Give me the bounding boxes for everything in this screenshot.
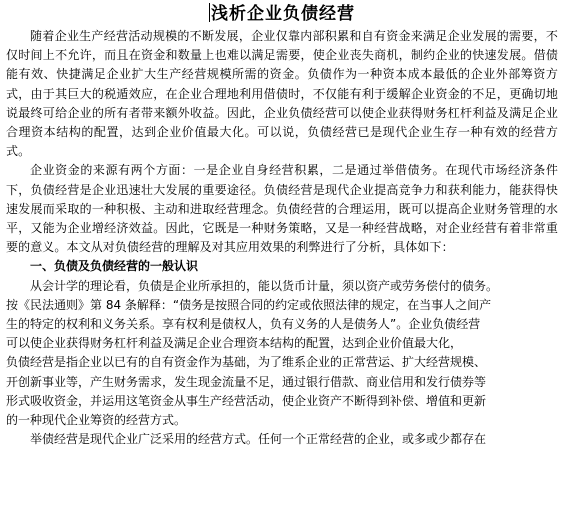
section-line-1: 从会计学的理论看，负债是企业所承担的，能以货币计量，须以资产或劳务偿付的债务。 xyxy=(30,278,499,293)
paragraph-1: 随着企业生产经营活动规模的不断发展，企业仅靠内部积累和自有资金来满足企业发展的需要，不仅时间上不允许，而且在资金和数量上也难以满足需要，使企业丧失商机，制约企业的快速发展。借债能有效、快捷满足企业扩大生产经营规模所需的资金。负债作为一种资本成本最低的企业外部筹资方式，由于其巨大的税遁效应，在企业合理地利用借债时，不仅能有利于缓解企业资金的不足，更确切地说最终可给企业的所有者带来额外收益。因此，企业负债经营可以使企业获得财务杠杆利益及满足企业合理资本结构的配置，达到企业价值最大化。可以说，负债经营已是现代企业生存一种有效的经营方式。 xyxy=(6,29,558,159)
section-body xyxy=(6,277,558,450)
section-line-8: 的一种现代企业筹资的经营方式。 xyxy=(6,413,187,428)
paragraph-2: 企业资金的来源有两个方面：一是企业自身经营积累，二是通过举借债务。在现代市场经济条件下，负债经营是企业迅速壮大发展的重要途径。负债经营是现代企业提高竞争力和获利能力，能获得快速发展而采取的一种积极、主动和进取经营理念。负债经营的合理运用，既可以提高企业财务管理的水平，又能为企业增经济效益。因此，它既是一种财务策略，又是一种经营战略，对企业经营有着非常重要的意义。本文从对负债经营的理解及对其应用效果的利弊进行了分析，具体如下： xyxy=(6,163,558,255)
section-line-6: 开创新事业等，产生财务需求，发生现金流量不足，通过银行借款、商业信用和发行债券等 xyxy=(6,374,487,389)
section-line-5: 负债经营是指企业以已有的自有资金作为基础，为了维系企业的正常营运、扩大经营规模、 xyxy=(6,355,487,370)
document-title: 浅析企业负债经营 xyxy=(211,4,355,24)
section-heading: 一、负债及负债经营的一般认识 xyxy=(30,259,199,274)
section-line-2: 按《民法通则》第 84 条解释：“债务是按照合同的约定或依照法律的规定，在当事人之间产 xyxy=(6,297,492,312)
section-line-7: 形式吸收资金，并运用这笔资金从事生产经营活动，使企业资产不断得到补偿、增值和更新 xyxy=(6,393,487,408)
document-title-row xyxy=(6,2,558,26)
section-line-9: 举债经营是现代企业广泛采用的经营方式。任何一个正常经营的企业，或多或少都存在 xyxy=(30,432,487,447)
section-line-3: 生的特定的权利和义务关系。享有权利是债权人，负有义务的人是债务人”。企业负债经营 xyxy=(6,317,481,332)
text-cursor xyxy=(209,3,210,22)
section-line-4: 可以使企业获得财务杠杆利益及满足企业合理资本结构的配置，达到企业价值最大化， xyxy=(6,336,463,351)
